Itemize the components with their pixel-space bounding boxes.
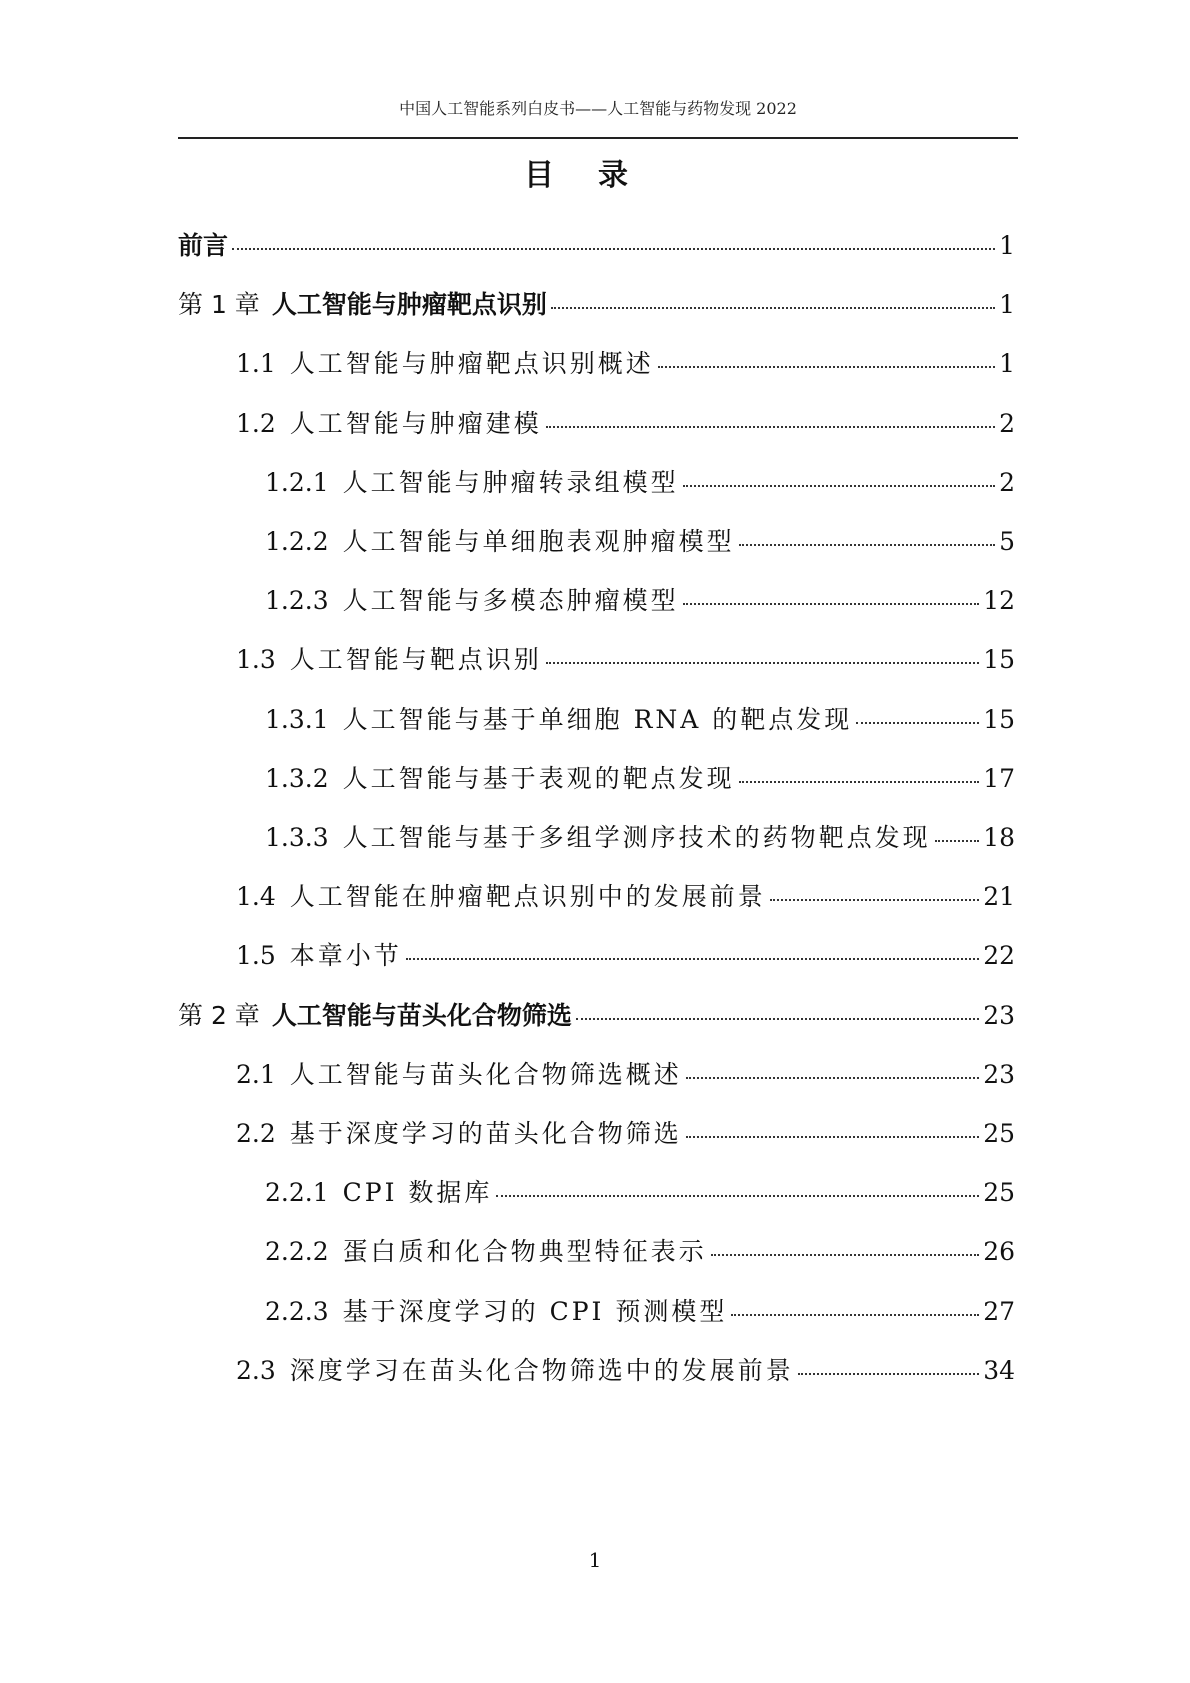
- toc-entry-title: 基于深度学习的 CPI 预测模型: [342, 1297, 728, 1326]
- toc-entry-page: 25: [983, 1119, 1015, 1148]
- toc-entry-number: 1.2.1: [265, 468, 329, 497]
- toc-entry-title: 人工智能与肿瘤靶点识别: [271, 290, 547, 319]
- dot-leader: [683, 485, 995, 487]
- toc-entry-number: 1.1: [236, 349, 276, 378]
- toc-entry-number: 第 1 章: [178, 290, 260, 319]
- toc-entry-number: 1.3.2: [265, 764, 329, 793]
- toc-entry[interactable]: [265, 1232, 1015, 1272]
- dot-leader: [546, 426, 995, 428]
- toc-entry-title: 人工智能与靶点识别: [289, 645, 542, 674]
- toc-entry-number: 1.3: [236, 645, 276, 674]
- toc-entry-title: 人工智能与基于表观的靶点发现: [342, 764, 735, 793]
- toc-entry[interactable]: [265, 1292, 1015, 1332]
- toc-entry-title: 人工智能与苗头化合物筛选: [271, 1001, 572, 1030]
- toc-entry-number: 1.2.2: [265, 527, 329, 556]
- toc-entry-page: 15: [983, 645, 1015, 674]
- toc-entry[interactable]: [178, 226, 1015, 266]
- toc-entry-number: 1.3.1: [265, 705, 329, 734]
- toc-entry-title: 前言: [178, 231, 229, 260]
- toc-entry-title: 人工智能与肿瘤转录组模型: [342, 468, 679, 497]
- toc-entry-title: 本章小节: [289, 941, 402, 970]
- toc-entry[interactable]: [236, 1055, 1015, 1095]
- toc-entry[interactable]: [178, 996, 1015, 1036]
- toc-entry-number: 2.2.3: [265, 1297, 329, 1326]
- dot-leader: [683, 603, 980, 605]
- toc-entry-page: 34: [983, 1356, 1015, 1385]
- toc-entry[interactable]: [236, 404, 1015, 444]
- dot-leader: [232, 248, 995, 250]
- running-header: 中国人工智能系列白皮书——人工智能与药物发现 2022: [399, 99, 797, 118]
- toc-entry-title: 人工智能与多模态肿瘤模型: [342, 586, 679, 615]
- toc-entry-page: 1: [999, 349, 1015, 378]
- toc-entry[interactable]: [236, 936, 1015, 976]
- toc-entry-title: 人工智能与单细胞表观肿瘤模型: [342, 527, 735, 556]
- toc-entry-title: 人工智能与肿瘤建模: [289, 409, 542, 438]
- toc-entry[interactable]: [265, 700, 1015, 740]
- toc-entry-title: 人工智能在肿瘤靶点识别中的发展前景: [289, 882, 766, 911]
- toc-entry-page: 12: [983, 586, 1015, 615]
- dot-leader: [686, 1077, 979, 1079]
- toc-entry[interactable]: [265, 581, 1015, 621]
- dot-leader: [770, 899, 979, 901]
- toc-entry-page: 17: [983, 764, 1015, 793]
- toc-entry-page: 18: [983, 823, 1015, 852]
- toc-entry-number: 1.4: [236, 882, 276, 911]
- toc-entry-page: 22: [983, 941, 1015, 970]
- toc-entry-page: 23: [983, 1060, 1015, 1089]
- toc-entry-title: 人工智能与苗头化合物筛选概述: [289, 1060, 682, 1089]
- toc-entry-page: 5: [999, 527, 1015, 556]
- toc-entry-title: 基于深度学习的苗头化合物筛选: [289, 1119, 682, 1148]
- dot-leader: [496, 1195, 979, 1197]
- toc-entry-number: 1.3.3: [265, 823, 329, 852]
- toc-entry-title: 人工智能与基于单细胞 RNA 的靶点发现: [342, 705, 853, 734]
- toc-entry-number: 1.2.3: [265, 586, 329, 615]
- dot-leader: [856, 722, 979, 724]
- dot-leader: [935, 840, 980, 842]
- dot-leader: [658, 366, 995, 368]
- toc-entry-number: 1.5: [236, 941, 276, 970]
- toc-entry[interactable]: [265, 818, 1015, 858]
- toc-entry-page: 2: [999, 409, 1015, 438]
- toc-entry-number: 2.1: [236, 1060, 276, 1089]
- dot-leader: [739, 544, 995, 546]
- toc-entry[interactable]: [236, 1114, 1015, 1154]
- toc-entry-number: 1.2: [236, 409, 276, 438]
- toc-entry-page: 21: [983, 882, 1015, 911]
- toc-entry[interactable]: [178, 285, 1015, 325]
- dot-leader: [406, 958, 979, 960]
- dot-leader: [798, 1373, 979, 1375]
- toc-entry-number: 第 2 章: [178, 1001, 260, 1030]
- page-title: 目录: [524, 158, 672, 193]
- toc-entry[interactable]: [236, 877, 1015, 917]
- dot-leader: [546, 662, 979, 664]
- toc-entry-number: 2.2.2: [265, 1237, 329, 1266]
- toc-entry-page: 25: [983, 1178, 1015, 1207]
- toc-entry[interactable]: [265, 759, 1015, 799]
- toc-entry-title: 蛋白质和化合物典型特征表示: [342, 1237, 707, 1266]
- dot-leader: [731, 1314, 979, 1316]
- toc-entry-page: 2: [999, 468, 1015, 497]
- toc-entry-title: 深度学习在苗头化合物筛选中的发展前景: [289, 1356, 794, 1385]
- toc-entry-page: 15: [983, 705, 1015, 734]
- toc-entry[interactable]: [265, 463, 1015, 503]
- toc-entry-title: 人工智能与肿瘤靶点识别概述: [289, 349, 654, 378]
- toc-entry-number: 2.3: [236, 1356, 276, 1385]
- dot-leader: [739, 781, 980, 783]
- toc-entry-page: 26: [983, 1237, 1015, 1266]
- toc-entry-page: 27: [983, 1297, 1015, 1326]
- toc-entry-page: 23: [983, 1001, 1015, 1030]
- toc-entry-title: CPI 数据库: [342, 1178, 493, 1207]
- toc-entry-page: 1: [999, 290, 1015, 319]
- dot-leader: [711, 1254, 980, 1256]
- dot-leader: [551, 307, 995, 309]
- dot-leader: [686, 1136, 979, 1138]
- header-rule: [178, 137, 1018, 139]
- page-number: 1: [588, 1548, 602, 1572]
- toc-entry[interactable]: [236, 344, 1015, 384]
- toc-entry[interactable]: [265, 1173, 1015, 1213]
- toc-entry[interactable]: [236, 640, 1015, 680]
- toc-entry-page: 1: [999, 231, 1015, 260]
- toc-entry[interactable]: [265, 522, 1015, 562]
- dot-leader: [576, 1018, 979, 1020]
- toc-entry-title: 人工智能与基于多组学测序技术的药物靶点发现: [342, 823, 931, 852]
- toc-entry-number: 2.2: [236, 1119, 276, 1148]
- toc-entry[interactable]: [236, 1351, 1015, 1391]
- toc-entry-number: 2.2.1: [265, 1178, 329, 1207]
